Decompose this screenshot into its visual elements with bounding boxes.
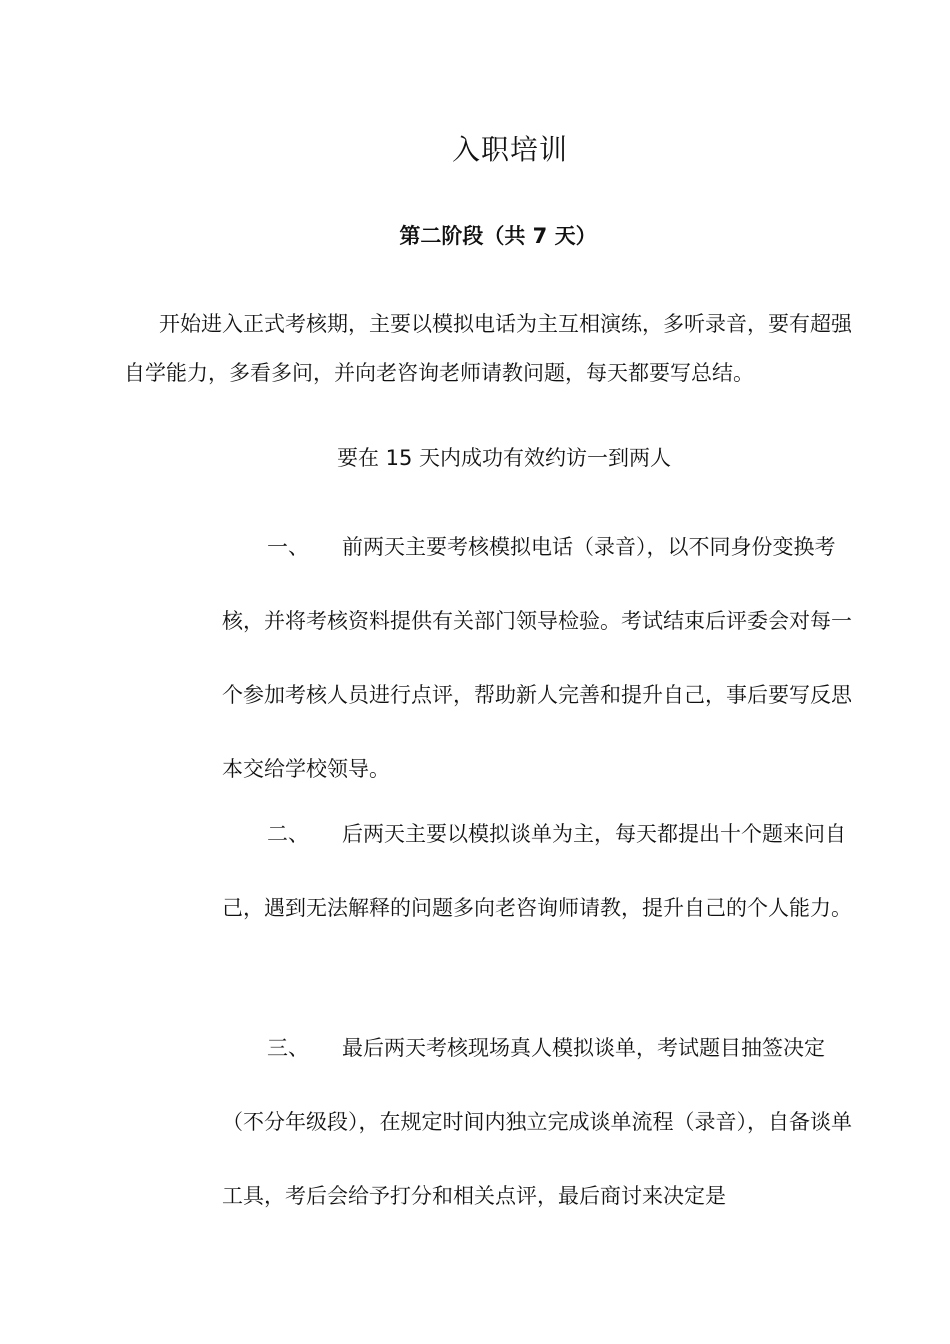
- document-subtitle: 第二阶段（共 7 天）: [399, 224, 597, 248]
- intro-paragraph: 开始进入正式考核期，主要以模拟电话为主互相演练，多听录音，要有超强自学能力，多看多问，并向老咨询老师请教问题，每天都要写总结。: [124, 312, 852, 385]
- list-item-number: 二、: [267, 822, 309, 846]
- list-item-text: 前两天主要考核模拟电话（录音），以不同身份变换考核，并将考核资料提供有关部门领导检验。考试结束后评委会对每一个参加考核人员进行点评，帮助新人完善和提升自己，事后要写反思本交给学校领导。: [222, 535, 852, 781]
- list-item: [222, 1011, 860, 1233]
- goal-statement: 要在 15 天内成功有效约访一到两人: [336, 446, 672, 470]
- list-item: [222, 510, 860, 806]
- list-item-text: 后两天主要以模拟谈单为主，每天都提出十个题来问自己，遇到无法解释的问题多向老咨询师请教，提升自己的个人能力。: [222, 822, 852, 920]
- list-item-number: 一、: [267, 535, 309, 559]
- list-item-number: 三、: [267, 1036, 309, 1060]
- document-title: 入职培训: [451, 133, 568, 166]
- list-item: [222, 797, 860, 945]
- list-item-text: 最后两天考核现场真人模拟谈单，考试题目抽签决定（不分年级段），在规定时间内独立完成谈单流程（录音），自备谈单工具，考后会给予打分和相关点评，最后商讨来决定是: [222, 1036, 852, 1208]
